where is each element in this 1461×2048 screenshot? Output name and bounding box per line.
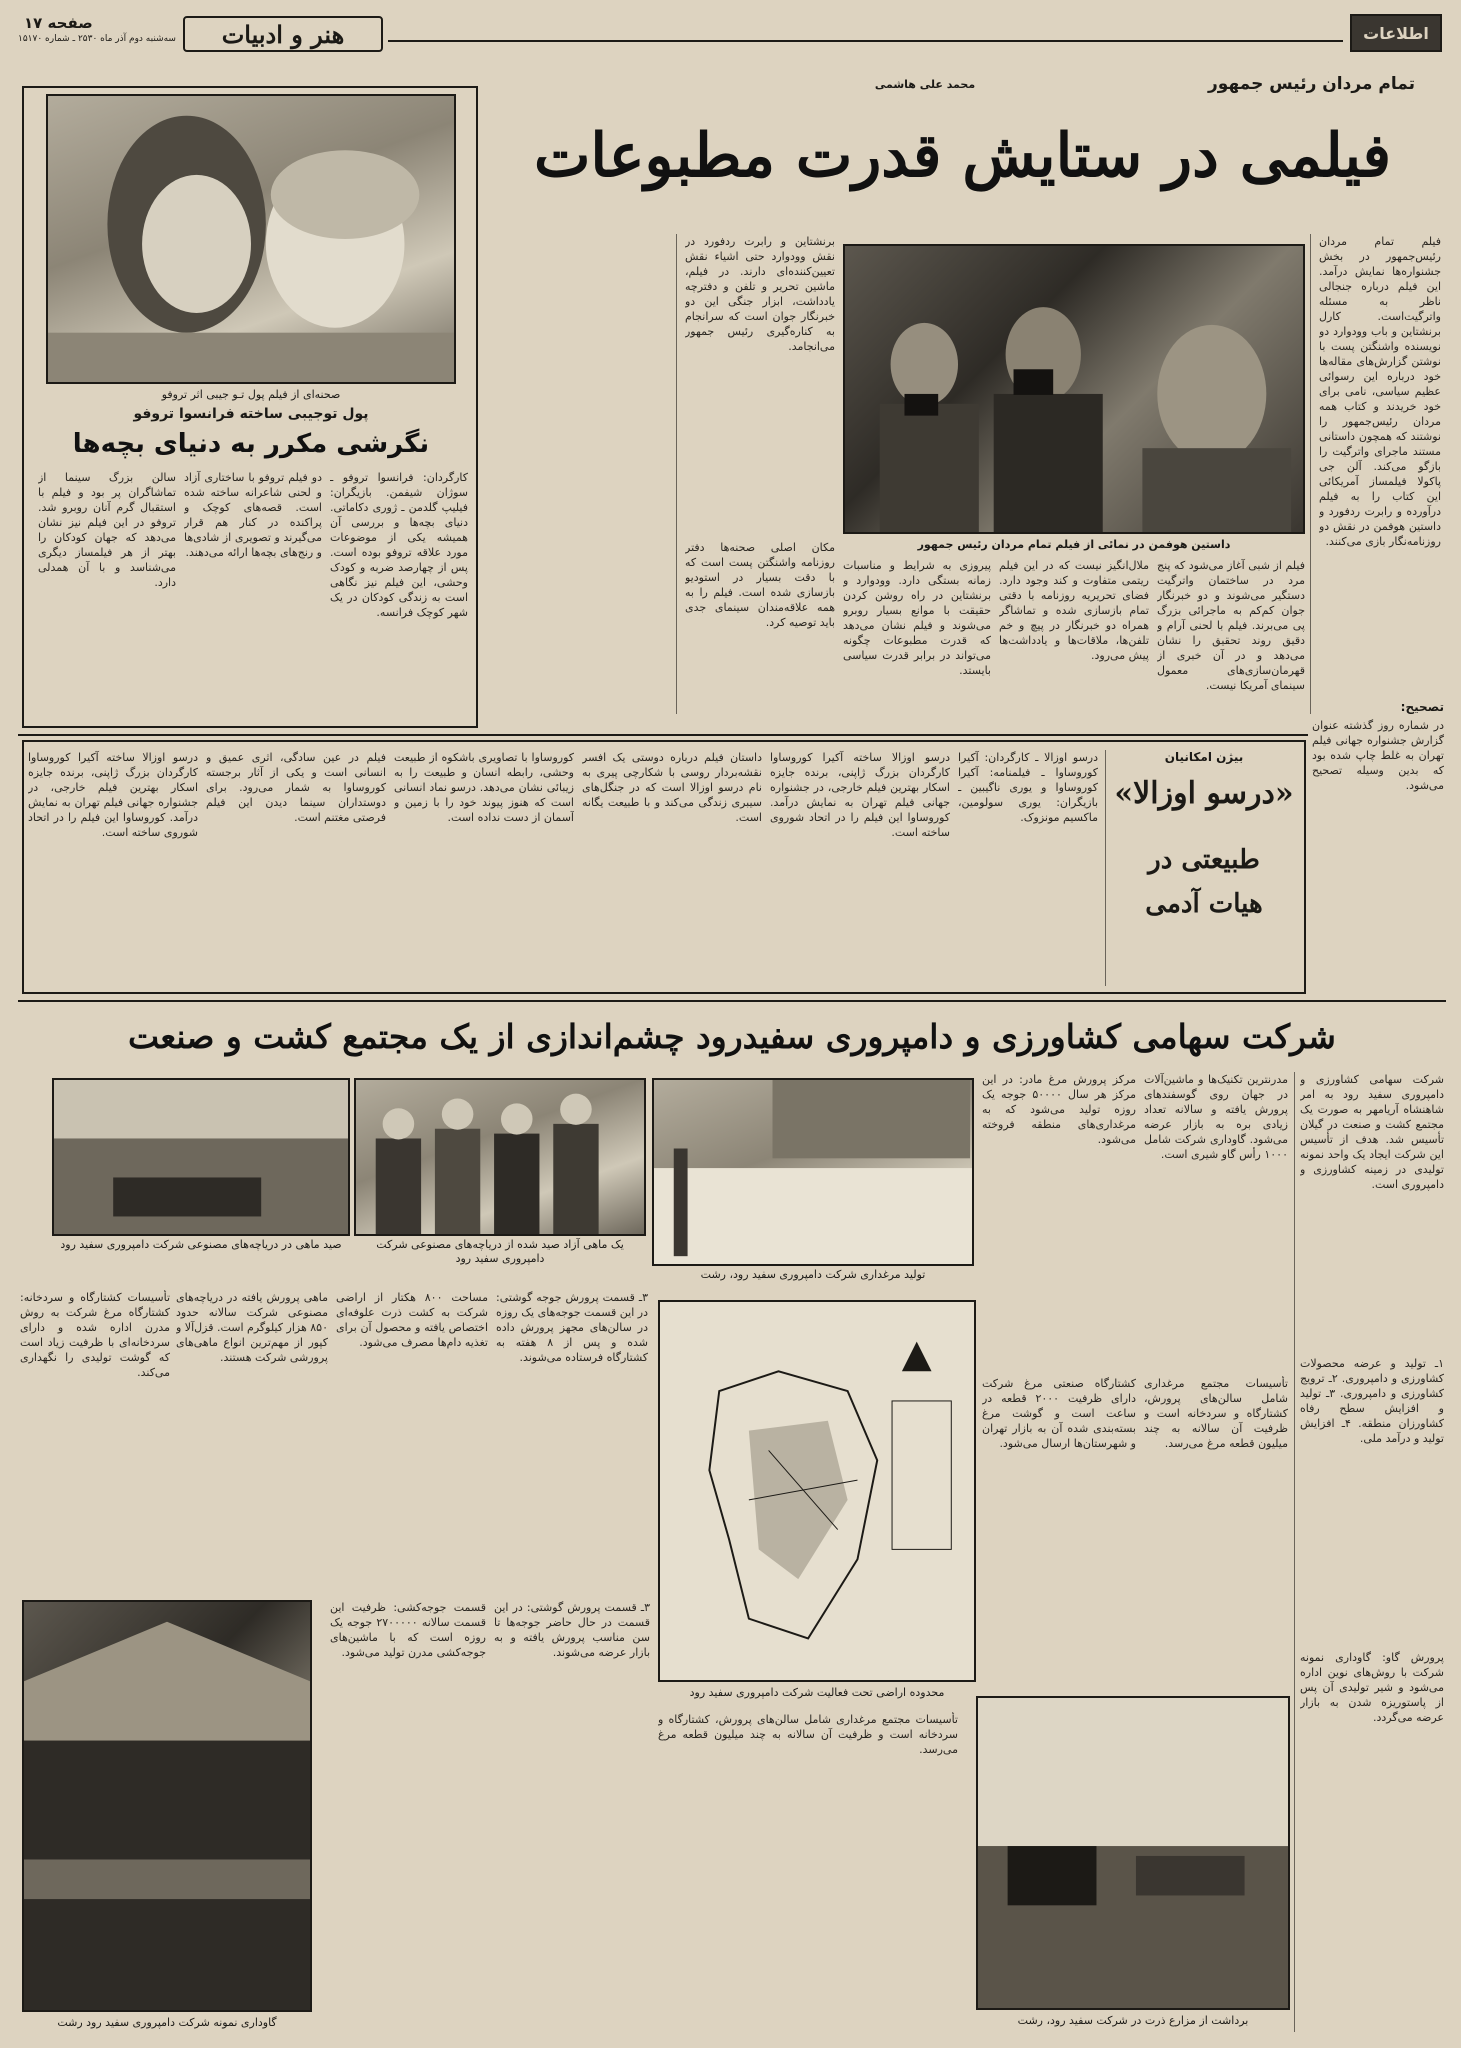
dersu-title: «درسو اوزالا» (1114, 776, 1294, 811)
main-body-col3: ملال‌انگیز نیست که در این فیلم ریتمی متفاوت و کند وجود دارد. فضای تحریریه روزنامه با دقتی تمام بازسازی شده و تماشاگر همراه دو خبرنگار در پیچ و خم تلفن‌ها، ملاقات‌ها و یادداشت‌ها پیش می‌رود. (999, 559, 1149, 662)
main-kicker: تمام مردان رئیس جمهور (1208, 74, 1415, 94)
main-photo-caption: داستین هوفمن در نمائی از فیلم تمام مردان رئیس جمهور (917, 538, 1231, 551)
logo-text: اطلاعات (1363, 24, 1429, 43)
photo-fishing-lake (54, 1080, 348, 1234)
main-article (480, 66, 1445, 726)
farm-body-col1b: ۱ـ تولید و عرضه محصولات کشاورزی و دامپروری. ۲ـ ترویج کشاورزی و دامپروری. ۳ـ تولید و افزایش سطح رفاه کشاورزان منطقه. ۴ـ افزایش تولید و درآمد ملی. (1300, 1357, 1444, 1445)
children-photo (46, 94, 456, 384)
masthead (18, 14, 1446, 58)
farm-photo-cowshed (22, 1600, 312, 2012)
dersu-credits: درسو اوزالا ـ کارگردان: آکیرا کوروساوا ـ فیلمنامه: آکیرا کوروساوا و یوری ناگیبین ـ بازیگران: یوری سولومین، ماکسیم مونزوک. (958, 751, 1098, 824)
children-body-col3: سالن بزرگ سینما از تماشاگران پر بود و فیلم با استقبال گرم آنان روبرو شد. تروفو در این فیلم نیز نشان می‌دهد که جهان کودکان را بهتر از هر فیلمساز دیگری می‌شناسد و با آن همدلی دارد. (38, 471, 176, 589)
photo-children-faces (48, 96, 454, 382)
children-photo-caption: صحنه‌ای از فیلم پول تـو جیبی اثر تروفو (161, 388, 341, 401)
date-line: سه‌شنبه دوم آذر ماه ۲۵۳۰ ـ شماره ۱۵۱۷۰ (18, 34, 176, 44)
farm-body-col5: مساحت ۸۰۰ هکتار از اراضی شرکت به کشت ذرت علوفه‌ای اختصاص یافته و محصول آن برای تغذیه دام‌ها مصرف می‌شود. (336, 1291, 488, 1349)
dersu-byline: بیژن امکانیان (1164, 750, 1244, 764)
main-photo-dustin-hoffman (843, 244, 1305, 534)
main-body-col1: فیلم تمام مردان رئیس‌جمهور در بخش جشنواره‌ها نمایش درآمد. این فیلم درباره جنجالی ناظر به مسئله واترگیت‌است. کارل برنشتاین و باب وودوارد دو نویسنده واشنگتن پست با نوشتن گزارش‌های مقاله‌ها خود درباره این رسوائی عظیم سیاسی، نامی برای خود خریدند و کتاب همه مردان رئیس‌جمهور را نوشتند که همچون داستانی مستند ماجرای واترگیت را بازگو می‌کند. آلن جی پاکولا فیلمساز آمریکائی این کتاب را به فیلم درآورده و رابرت ردفورد و داستین هوفمن در نقش دو روزنامه‌نگار بازی می‌کنند. (1319, 235, 1441, 548)
photo-corn-field (978, 1698, 1288, 2008)
correction-body: در شماره روز گذشته عنوان گزارش جشنواره جهانی فیلم تهران به غلط چاپ شده بود که بدین وسیله تصحیح می‌شود. (1312, 719, 1444, 792)
dersu-subtitle: طبیعتی در هیات آدمی (1145, 845, 1263, 919)
farm-body-col2b: تأسیسات مجتمع مرغداری شامل سالن‌های پرورش، کشتارگاه و سردخانه است و ظرفیت آن سالانه به چند میلیون قطعه مرغ می‌رسد. (1144, 1377, 1288, 1450)
north-arrow (902, 1342, 932, 1372)
section-title: هنر و ادبیات (221, 20, 345, 49)
main-headline: فیلمی در ستایش قدرت مطبوعات (533, 121, 1392, 191)
children-kicker: پول توجیبی ساخته فرانسوا تروفو (133, 406, 369, 422)
dersu-body-col4: فیلم در عین سادگی، اثری عمیق و انسانی است و یکی از آثار برجسته کوروساوا به شمار می‌رود. برای دوستداران سینما دیدن این فیلم فرصتی مغتنم است. (206, 751, 386, 824)
col-divider (1105, 750, 1106, 986)
farm-photo-fish-caption: یک ماهی آزاد صید شده از دریاچه‌های مصنوعی شرکت دامپروری سفید رود (376, 1238, 624, 1265)
farm-photo-fishing-caption: صید ماهی در دریاچه‌های مصنوعی شرکت دامپروری سفید رود (60, 1238, 342, 1251)
farm-body-col2: مدرنترین تکنیک‌ها و ماشین‌آلات در جهان روی گوسفندهای پرورش یافته و سالانه تعداد زیادی بره به بازار عرضه می‌شود. گاوداری شرکت شامل ۱۰۰۰ رأس گاو شیری است. (1144, 1073, 1288, 1161)
dersu-title-block (1114, 750, 1294, 986)
farm-photo-cowshed-caption: گاوداری نمونه شرکت دامپروری سفید رود رشت (57, 2016, 277, 2029)
map-outline (660, 1302, 974, 1680)
children-body-col1: کارگردان: فرانسوا تروفو ـ سوژان شیفمن. بازیگران: فیلیپ گلدمن ـ ژوری دکاماتی. دنیای بچه‌ها و بررسی آن همیشه یکی از موضوعات مورد علاقه تروفو بوده است. پس از چهارصد ضربه و کودک وحشی، این فیلم نیز نگاهی است به زندگی کودکان در یک شهر کوچک فرانسه. (330, 471, 468, 619)
farm-body-col6: ماهی پرورش یافته در دریاچه‌های مصنوعی شرکت سالانه حدود ۸۵۰ هزار کیلوگرم است. قزل‌آلا و کپور از مهم‌ترین انواع ماهی‌های پرورشی شرکت هستند. (176, 1291, 328, 1364)
newspaper-logo (1350, 14, 1442, 52)
section-title-box (183, 16, 383, 52)
farm-photo-chickens-caption: تولید مرغداری شرکت دامپروری سفید رود، رشت (700, 1268, 926, 1281)
photo-barn-interior (24, 1602, 310, 2010)
dersu-body-col3: کوروساوا با تصاویری باشکوه از طبیعت وحشی، رابطه انسان و طبیعت را به زیبائی نشان می‌دهد. درسو نماد انسانی است که هنوز پیوند خود را با زمین و آسمان از دست نداده است. (394, 751, 574, 824)
main-body-col4: پیروزی به شرایط و مناسبات زمانه بستگی دارد. وودوارد و برنشتاین در راه روشن کردن حقیقت با موانع بسیار روبرو می‌شوند و فیلم نشان می‌دهد که قدرت مطبوعات چگونه می‌تواند در برابر قدرت سیاسی بایستد. (843, 559, 991, 677)
farm-body-col3b: کشتارگاه صنعتی مرغ شرکت دارای ظرفیت ۲۰۰۰ قطعه در ساعت است و گوشت مرغ بسته‌بندی شده آن به بازار تهران و شهرستان‌ها ارسال می‌شود. (982, 1377, 1136, 1450)
section-divider (18, 734, 1308, 736)
children-body-col2: دو فیلم تروفو با ساختاری آزاد و لحنی شاعرانه ساخته شده است. قصه‌های کوچک و پراکنده در کنار هم قرار می‌گیرند و تصویری از شادی‌ها و رنج‌های بچه‌ها ارائه می‌دهند. (184, 471, 322, 559)
main-body-col2: فیلم از شبی آغاز می‌شود که پنج مرد در ساختمان واترگیت دستگیر می‌شوند و دو خبرنگار جوان کم‌کم به ماجرائی بزرگ پی می‌برند. فیلم با لحنی آرام و دقیق روند تحقیق را نشان می‌دهد و در آن خبری از قهرمان‌سازی‌های معمول سینمای آمریکا نیست. (1157, 559, 1305, 692)
photo-figures (845, 246, 1303, 532)
col-divider (1294, 1072, 1295, 2032)
children-article (22, 86, 478, 728)
main-body-col6: مکان اصلی صحنه‌ها دفتر روزنامه واشنگتن پست است که با دقت بسیار در استودیو بازسازی شده است. فیلم را به همه علاقه‌مندان سینمای جدی باید توصیه کرد. (685, 541, 835, 629)
farm-body-col4: ۳ـ قسمت پرورش جوجه گوشتی: در این قسمت جوجه‌های یک روزه در سالن‌های مجهز پرورش داده شده و پس از ۸ هفته به کشتارگاه فرستاده می‌شوند. (496, 1291, 648, 1364)
farm-body-col1c: پرورش گاو: گاوداری نمونه شرکت با روش‌های نوین اداره می‌شود و شیر تولیدی آن پس از پاستوریزه شدن به بازار عرضه می‌گردد. (1300, 1651, 1444, 1724)
dersu-body-col2: داستان فیلم درباره دوستی یک افسر نقشه‌بردار روسی با شکارچی پیری به نام درسو اوزالا است که در جنگل‌های سیبری زندگی می‌کند و با طبیعت یگانه است. (582, 751, 762, 824)
farm-photo-officials (354, 1078, 646, 1236)
page-label: صفحه ۱۷ (24, 14, 93, 32)
farm-body-col10: تأسیسات مجتمع مرغداری شامل سالن‌های پرورش، کشتارگاه و سردخانه است و ظرفیت آن سالانه به چند میلیون قطعه مرغ می‌رسد. (658, 1713, 958, 1756)
farm-photo-corn-caption: برداشت از مزارع ذرت در شرکت سفید رود، رشت (1017, 2014, 1249, 2027)
farm-photo-chickens (652, 1078, 974, 1266)
farm-body-col3: مرکز پرورش مرغ مادر: در این مرکز هر سال ۵۰۰۰۰ جوجه یک روزه تولید می‌شود که به مرغداری‌های منطقه فروخته می‌شود. (982, 1073, 1136, 1146)
farm-body-col9: ۳ـ قسمت پرورش گوشتی: در این قسمت در حال حاضر جوجه‌ها تا سن مناسب پرورش یافته و به بازار عرضه می‌شوند. (494, 1601, 650, 1659)
farm-body-col7: تأسیسات کشتارگاه و سردخانه: کشتارگاه مرغ شرکت به روش مدرن اداره شده و دارای سردخانه‌ای با ظرفیت زیاد است که گوشت تولیدی را نگهداری می‌کند. (20, 1291, 170, 1379)
dersu-body-col1: درسو اوزالا ساخته آکیرا کوروساوا کارگردان بزرگ ژاپنی، برنده جایزه اسکار بهترین فیلم خارجی، در جشنواره جهانی فیلم تهران به نمایش درآمد. کوروساوا این فیلم را در اتحاد شوروی ساخته است. (770, 751, 950, 839)
farm-headline: شرکت سهامی کشاورزی و دامپروری سفیدرود چشم‌اندازی از یک مجتمع کشت و صنعت (128, 1017, 1336, 1056)
farm-photo-corn-harvest (976, 1696, 1290, 2010)
col-divider (676, 234, 677, 714)
photo-poultry-rows (654, 1080, 972, 1264)
dersu-body-col5: درسو اوزالا ساخته آکیرا کوروساوا کارگردان بزرگ ژاپنی، برنده جایزه اسکار بهترین فیلم خارجی، در جشنواره جهانی فیلم تهران به نمایش درآمد. کوروساوا این فیلم را در اتحاد شوروی ساخته است. (28, 751, 198, 839)
main-author: محمد علی هاشمی (874, 78, 976, 91)
farm-map-caption: محدوده اراضی تحت فعالیت شرکت دامپروری سفید رود (689, 1686, 945, 1699)
farm-photo-fishing (52, 1078, 350, 1236)
correction-box (1312, 700, 1444, 858)
farm-body-col8: قسمت جوجه‌کشی: ظرفیت این قسمت سالانه ۲۷۰۰۰۰۰ جوجه یک روزه است که با ماشین‌های جوجه‌کشی مدرن تولید می‌شود. (330, 1601, 486, 1659)
farm-land-map (658, 1300, 976, 1682)
farm-body-col1: شرکت سهامی کشاورزی و دامپروری سفید رود به امر شاهنشاه آریامهر به صورت یک مجتمع کشت و صنعت در گیلان تأسیس شد. هدف از تأسیس این شرکت ایجاد یک واحد نمونه تولیدی در زمینه کشاورزی و دامپروری است. (1300, 1073, 1444, 1191)
correction-title: تصحیح: (1400, 700, 1444, 714)
photo-group-of-men (356, 1080, 644, 1234)
main-body-col5: برنشتاین و رابرت ردفورد در نقش وودوارد حتی اشیاء نقش تعیین‌کننده‌ای دارند. در فیلم، ماشین تحریر و تلفن و دفترچه یادداشت، ابزار جنگی این دو خبرنگار جوان است که سرانجام به کناره‌گیری رئیس جمهور می‌انجامد. (685, 235, 835, 353)
section-divider (18, 1000, 1446, 1002)
col-divider (1310, 234, 1311, 714)
children-headline: نگرشی مکرر به دنیای بچه‌ها (72, 429, 430, 459)
dersu-uzala-article (22, 740, 1306, 994)
masthead-rule (388, 40, 1343, 42)
